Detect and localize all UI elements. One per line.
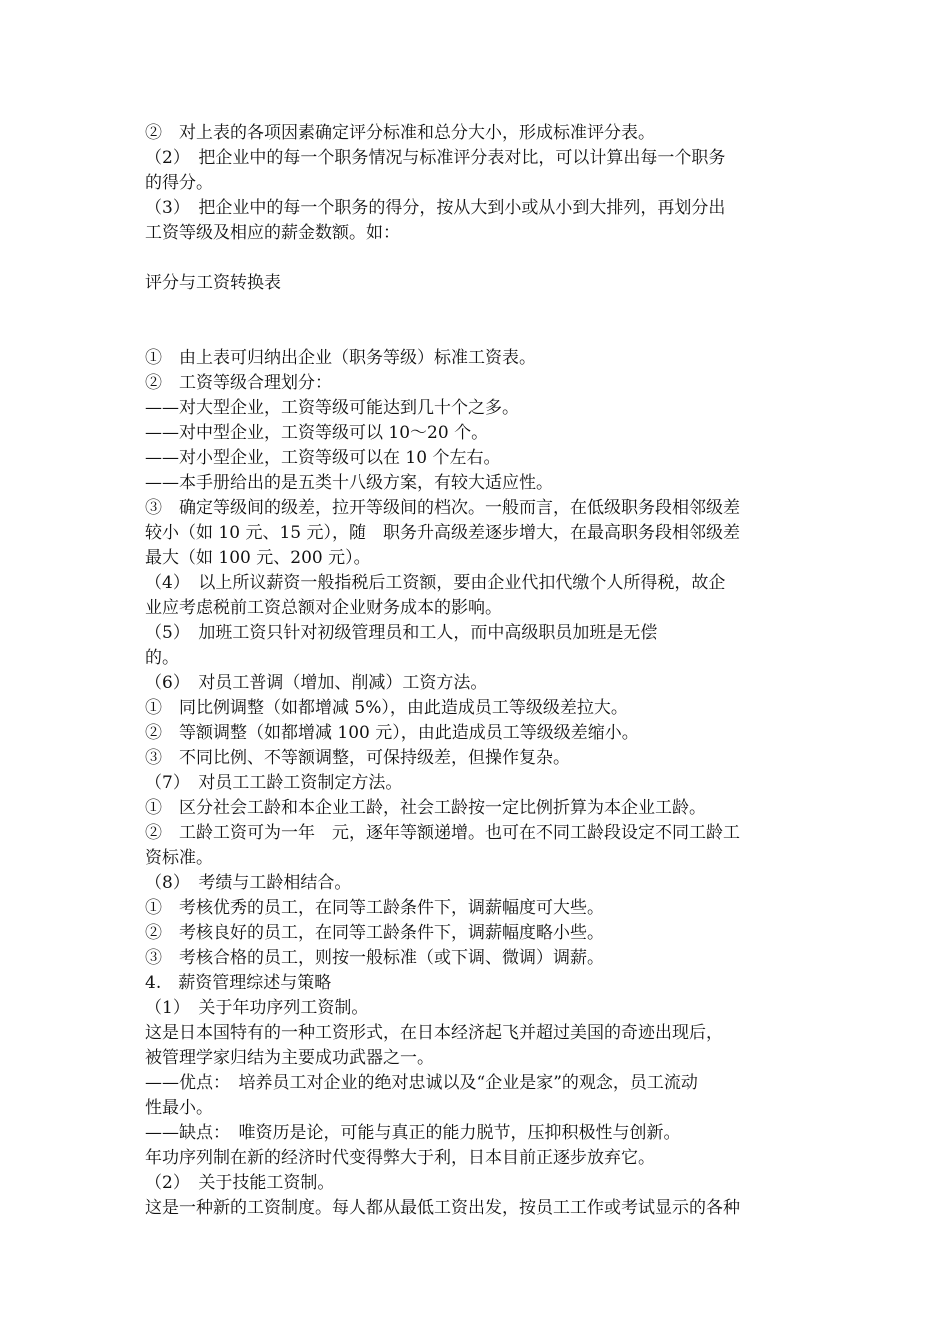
paragraph-line: ——本手册给出的是五类十八级方案，有较大适应性。	[145, 473, 553, 493]
paragraph-line: ② 对上表的各项因素确定评分标准和总分大小，形成标准评分表。	[145, 123, 655, 143]
paragraph-line: ① 同比例调整（如都增减 5%），由此造成员工等级级差拉大。	[145, 698, 628, 718]
paragraph-line: ③ 不同比例、不等额调整，可保持级差，但操作复杂。	[145, 748, 570, 768]
blank-space	[145, 246, 815, 271]
paragraph-line: 资标准。	[145, 848, 213, 868]
section-heading: 4. 薪资管理综述与策略	[145, 973, 332, 993]
paragraph-line: 这是一种新的工资制度。每人都从最低工资出发，按员工工作或考试显示的各种	[145, 1198, 740, 1218]
paragraph-line: ② 考核良好的员工，在同等工龄条件下，调薪幅度略小些。	[145, 923, 604, 943]
paragraph-line: 年功序列制在新的经济时代变得弊大于利，日本目前正逐步放弃它。	[145, 1148, 655, 1168]
paragraph-line: （6） 对员工普调（增加、削减）工资方法。	[145, 673, 488, 693]
paragraph-line: ③ 确定等级间的级差，拉开等级间的档次。一般而言，在低级职务段相邻级差	[145, 498, 740, 518]
paragraph-line: （3） 把企业中的每一个职务的得分，按从大到小或从小到大排列，再划分出	[145, 198, 726, 218]
paragraph-line: ② 工资等级合理划分：	[145, 373, 332, 393]
paragraph-line: 最大（如 100 元、200 元）。	[145, 548, 371, 568]
document-body	[145, 121, 815, 1221]
paragraph-line: ——缺点： 唯资历是论，可能与真正的能力脱节，压抑积极性与创新。	[145, 1123, 681, 1143]
paragraph-line: （1） 关于年功序列工资制。	[145, 998, 369, 1018]
paragraph-line: ① 由上表可归纳出企业（职务等级）标准工资表。	[145, 348, 536, 368]
paragraph-line: （2） 关于技能工资制。	[145, 1173, 335, 1193]
paragraph-line: 这是日本国特有的一种工资形式，在日本经济起飞并超过美国的奇迹出现后，	[145, 1023, 723, 1043]
paragraph-line: 的。	[145, 648, 179, 668]
paragraph-line: ——对中型企业，工资等级可以 10～20 个。	[145, 423, 489, 443]
paragraph-line: ② 等额调整（如都增减 100 元），由此造成员工等级级差缩小。	[145, 723, 639, 743]
paragraph-line: ——对大型企业，工资等级可能达到几十个之多。	[145, 398, 519, 418]
paragraph-line: 工资等级及相应的薪金数额。如：	[145, 223, 400, 243]
paragraph-line: 性最小。	[145, 1098, 213, 1118]
paragraph-line: ① 区分社会工龄和本企业工龄，社会工龄按一定比例折算为本企业工龄。	[145, 798, 706, 818]
paragraph-line: （5） 加班工资只针对初级管理员和工人，而中高级职员加班是无偿	[145, 623, 658, 643]
paragraph-line: 较小（如 10 元、15 元），随 职务升高级差逐步增大，在最高职务段相邻级差	[145, 523, 740, 543]
blank-space	[145, 296, 815, 346]
paragraph-line: 的得分。	[145, 173, 213, 193]
paragraph-line: ——对小型企业，工资等级可以在 10 个左右。	[145, 448, 501, 468]
paragraph-line: ——优点： 培养员工对企业的绝对忠诚以及“企业是家”的观念，员工流动	[145, 1073, 698, 1093]
paragraph-line: ① 考核优秀的员工，在同等工龄条件下，调薪幅度可大些。	[145, 898, 604, 918]
paragraph-line: 被管理学家归结为主要成功武器之一。	[145, 1048, 434, 1068]
paragraph-line: （2） 把企业中的每一个职务情况与标准评分表对比，可以计算出每一个职务	[145, 148, 726, 168]
table-caption: 评分与工资转换表	[145, 273, 281, 293]
paragraph-line: （8） 考绩与工龄相结合。	[145, 873, 352, 893]
paragraph-line: ③ 考核合格的员工，则按一般标准（或下调、微调）调薪。	[145, 948, 604, 968]
paragraph-line: 业应考虑税前工资总额对企业财务成本的影响。	[145, 598, 502, 618]
paragraph-line: （4） 以上所议薪资一般指税后工资额，要由企业代扣代缴个人所得税，故企	[145, 573, 726, 593]
paragraph-line: ② 工龄工资可为一年 元，逐年等额递增。也可在不同工龄段设定不同工龄工	[145, 823, 740, 843]
paragraph-line: （7） 对员工工龄工资制定方法。	[145, 773, 403, 793]
